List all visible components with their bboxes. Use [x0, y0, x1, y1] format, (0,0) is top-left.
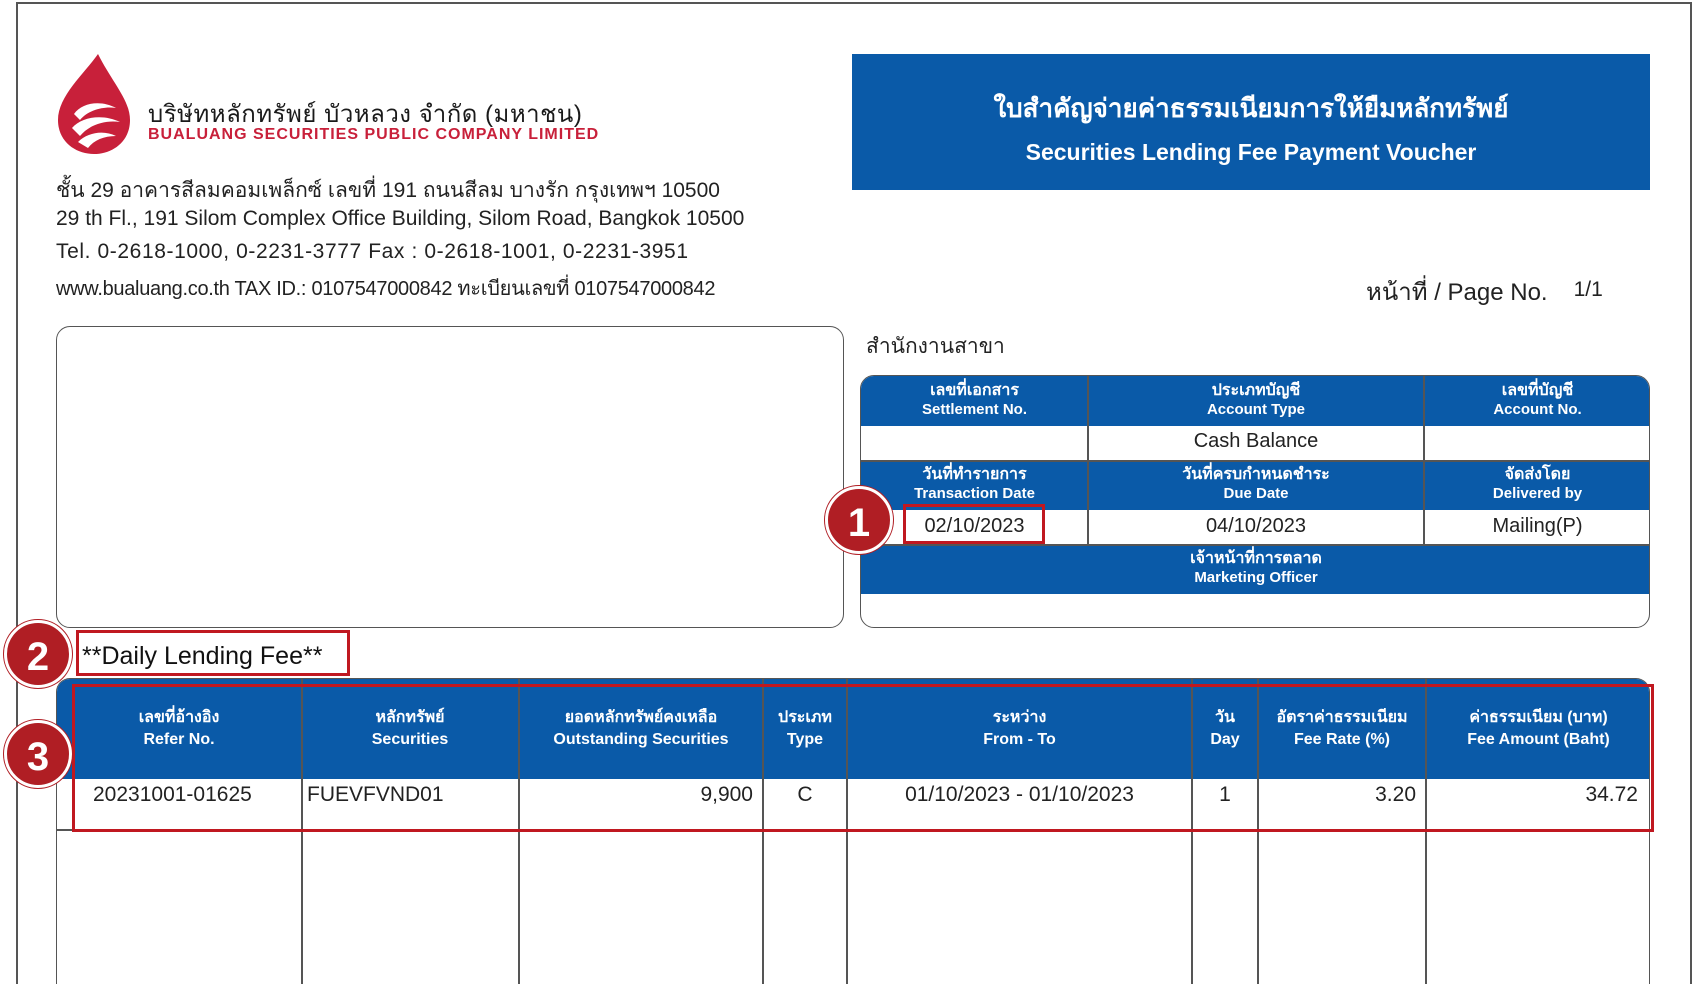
row-outstanding: 9,900 — [700, 783, 753, 806]
due-date-header — [1088, 460, 1424, 510]
header-fee-rate-th: อัตราค่าธรรมเนียม — [1276, 709, 1408, 726]
voucher-title-banner — [852, 54, 1650, 190]
delivered-by-header-en: Delivered by — [1492, 484, 1583, 502]
table-row-highlight — [72, 684, 1654, 832]
settlement-no-header — [861, 376, 1088, 426]
account-no-header — [1424, 376, 1650, 426]
row-fee-amount: 34.72 — [1585, 783, 1638, 806]
marketing-officer-header-th: เจ้าหน้าที่การตลาด — [1190, 550, 1322, 567]
delivered-by-value: Mailing(P) — [1492, 515, 1583, 537]
branch-office-label: สำนักงานสาขา — [866, 335, 1005, 358]
header-outstanding-th: ยอดหลักทรัพย์คงเหลือ — [564, 709, 718, 726]
header-securities-en: Securities — [371, 730, 449, 748]
address-thai: ชั้น 29 อาคารสีลมคอมเพล็กซ์ เลขที่ 191 ถนนสีลม บางรัก กรุงเทพฯ 10500 — [56, 179, 720, 202]
row-type: C — [797, 783, 813, 806]
callout-2: 2 — [4, 620, 72, 688]
transaction-date-highlight — [903, 504, 1045, 544]
header-fee-amount-en: Fee Amount (Baht) — [1467, 730, 1610, 748]
account-type-header — [1088, 376, 1424, 426]
voucher-title-thai: ใบสำคัญจ่ายค่าธรรมเนียมการให้ยืมหลักทรัพย์ — [993, 93, 1509, 123]
callout-1: 1 — [825, 486, 893, 554]
account-no-header-th: เลขที่บัญชี — [1501, 382, 1574, 399]
settlement-no-header-th: เลขที่เอกสาร — [930, 382, 1019, 399]
header-from-to-th: ระหว่าง — [992, 709, 1047, 726]
contact-numbers: Tel. 0-2618-1000, 0-2231-3777 Fax : 0-2618-1001, 0-2231-3951 — [56, 240, 689, 263]
header-fee-rate-en: Fee Rate (%) — [1293, 730, 1391, 748]
company-name-thai: บริษัทหลักทรัพย์ บัวหลวง จำกัด (มหาชน) — [148, 101, 583, 128]
account-type-header-th: ประเภทบัญชี — [1211, 382, 1301, 399]
header-securities-th: หลักทรัพย์ — [375, 709, 445, 726]
website-tax-id: www.bualuang.co.th TAX ID.: 0107547000842 ทะเบียนเลขที่ 0107547000842 — [56, 278, 716, 300]
settlement-no-header-en: Settlement No. — [921, 400, 1027, 418]
delivered-by-header — [1424, 460, 1650, 510]
callout-3: 3 — [4, 720, 72, 788]
header-refer-no-th: เลขที่อ้างอิง — [138, 709, 220, 726]
account-type-value: Cash Balance — [1193, 430, 1319, 452]
header-day-th: วัน — [1215, 709, 1235, 726]
transaction-date-header-th: วันที่ทำรายการ — [922, 466, 1027, 483]
recipient-address-box — [56, 326, 844, 628]
account-type-header-en: Account Type — [1206, 400, 1306, 418]
transaction-date-header — [861, 460, 1088, 510]
row-fee-rate: 3.20 — [1375, 783, 1416, 806]
due-date-header-th: วันที่ครบกำหนดชำระ — [1182, 466, 1330, 483]
row-refer-no: 20231001-01625 — [93, 783, 252, 806]
row-securities: FUEVFVND01 — [307, 783, 444, 806]
header-day-en: Day — [1210, 730, 1240, 748]
due-date-value: 04/10/2023 — [1205, 515, 1307, 537]
info-grid-line — [861, 460, 1649, 462]
info-grid-line — [861, 544, 1649, 546]
header-fee-amount-th: ค่าธรรมเนียม (บาท) — [1469, 709, 1608, 726]
page-number-label: หน้าที่ / Page No. — [1366, 279, 1548, 306]
header-type-en: Type — [786, 730, 824, 748]
voucher-title-english: Securities Lending Fee Payment Voucher — [1025, 139, 1477, 165]
marketing-officer-header — [861, 544, 1650, 594]
header-from-to-en: From - To — [983, 730, 1056, 748]
header-outstanding-en: Outstanding Securities — [553, 730, 729, 748]
bualuang-logo-icon — [54, 52, 134, 156]
due-date-header-en: Due Date — [1223, 484, 1289, 502]
transaction-date-header-en: Transaction Date — [914, 484, 1035, 502]
page-number — [1366, 272, 1603, 311]
transaction-date-value: 02/10/2023 — [924, 515, 1025, 537]
daily-lending-fee-title: **Daily Lending Fee** — [82, 642, 323, 670]
header-type-th: ประเภท — [778, 709, 832, 726]
delivered-by-header-th: จัดส่งโดย — [1504, 466, 1571, 483]
address-english: 29 th Fl., 191 Silom Complex Office Building, Silom Road, Bangkok 10500 — [56, 207, 745, 230]
account-no-header-en: Account No. — [1493, 400, 1582, 418]
row-day: 1 — [1219, 783, 1231, 806]
company-name-english: BUALUANG SECURITIES PUBLIC COMPANY LIMITED — [148, 126, 600, 143]
page-number-value: 1/1 — [1573, 278, 1603, 301]
header-refer-no-en: Refer No. — [143, 730, 215, 748]
marketing-officer-header-en: Marketing Officer — [1194, 568, 1318, 586]
account-info-box — [860, 375, 1650, 628]
row-from-to: 01/10/2023 - 01/10/2023 — [905, 783, 1134, 806]
